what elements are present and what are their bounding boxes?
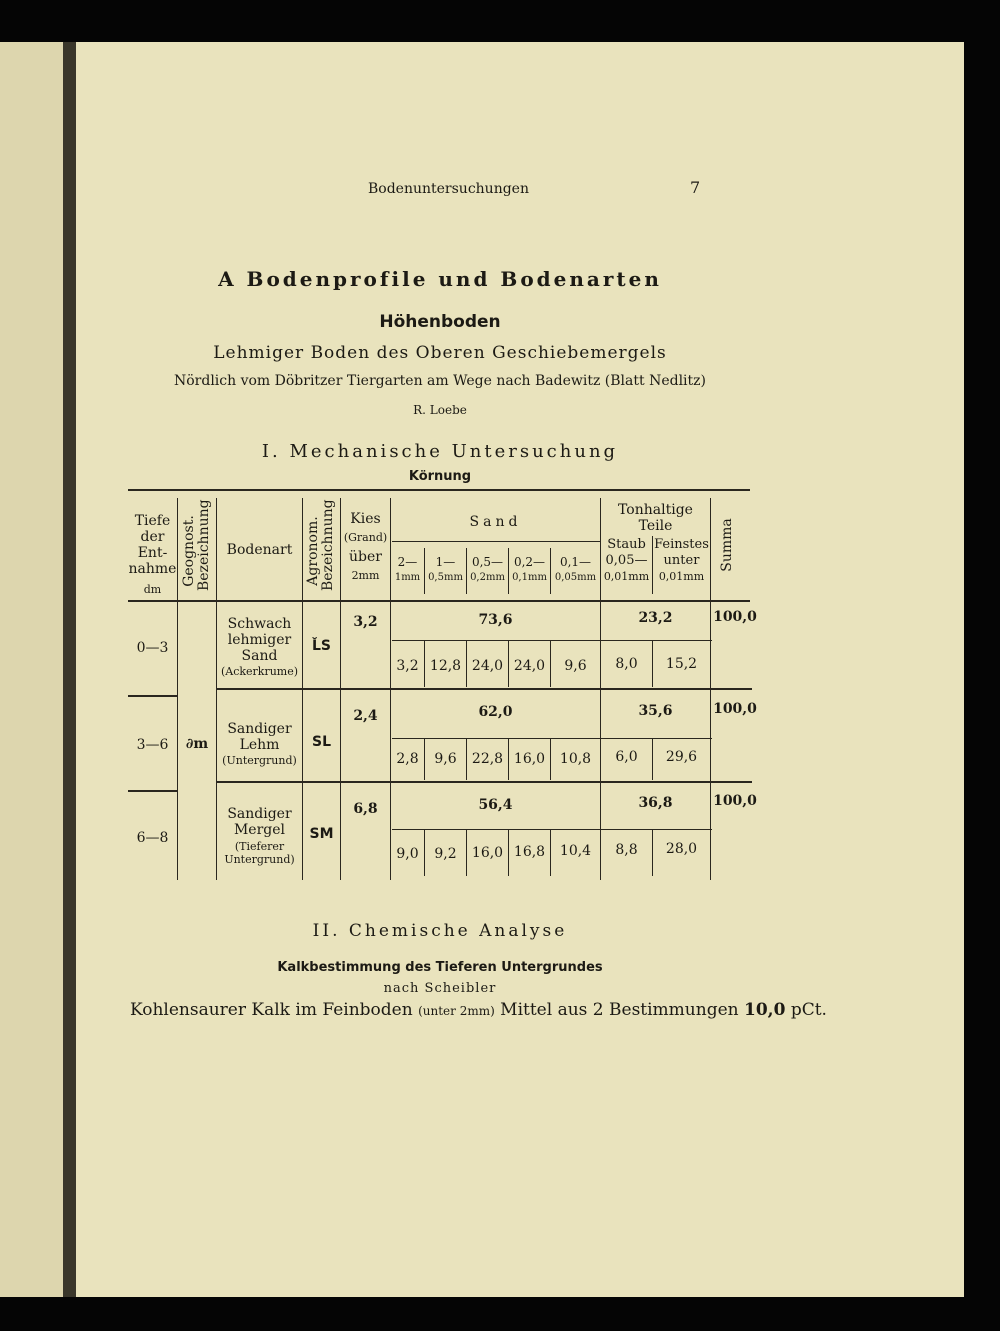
result-value: 10,0 <box>744 1000 786 1020</box>
header-kies: Kies (Grand) über 2mm <box>343 511 388 582</box>
result-paren: (unter 2mm) <box>418 1004 495 1018</box>
depth-cell: 3—6 <box>136 737 169 753</box>
header-bottom-rule <box>128 600 750 602</box>
row2-bottom-rule-b <box>216 781 752 783</box>
col-rule <box>302 498 303 880</box>
bodenart-cell: Sandiger Lehm (Untergrund) <box>222 721 297 767</box>
summa-cell: 100,0 <box>713 701 757 717</box>
header-sand-fraction: 1— 0,5mm <box>428 555 463 583</box>
soil-type: Lehmiger Boden des Oberen Geschiebemergels <box>213 343 667 363</box>
depth-cell: 6—8 <box>136 830 169 846</box>
result-unit: pCt. <box>790 1000 827 1020</box>
header-depth-unit: dm <box>143 583 162 596</box>
kies-cell: 3,2 <box>353 614 378 630</box>
sand-value-cell: 24,0 <box>513 658 546 674</box>
sand-value-cell: 10,8 <box>559 751 592 767</box>
col-rule <box>710 498 711 880</box>
sand-value-cell: 12,8 <box>429 658 462 674</box>
header-feinstes: Feinstes unter 0,01mm <box>654 537 709 583</box>
ton-total-cell: 23,2 <box>638 610 673 626</box>
staub-cell: 8,0 <box>615 656 638 672</box>
header-sand-fraction: 2— 1mm <box>394 555 421 583</box>
location: Nördlich vom Döbritzer Tiergarten am Wege nach Badewitz (Blatt Nedlitz) <box>173 373 706 389</box>
sand-total-cell: 73,6 <box>478 612 513 628</box>
header-ton: Tonhaltige Teile <box>618 502 693 534</box>
ton-total-cell: 35,6 <box>638 703 673 719</box>
depth-cell: 0—3 <box>136 640 169 656</box>
main-title: A Bodenprofile und Bodenarten <box>218 267 662 291</box>
sand-value-cell: 24,0 <box>471 658 504 674</box>
row2-mid-rule <box>392 738 712 739</box>
sand-total-cell: 56,4 <box>478 797 513 813</box>
agronom-cell: L̆S <box>311 638 331 654</box>
sand-value-cell: 9,6 <box>564 658 587 674</box>
staub-cell: 6,0 <box>615 749 638 765</box>
header-depth: Tiefe der Ent- nahme <box>128 513 177 577</box>
header-bodenart: Bodenart <box>226 542 293 558</box>
geognost-value: ∂m <box>185 736 209 752</box>
section2-subtitle: Kalkbestimmung des Tieferen Untergrundes <box>277 960 603 975</box>
kies-cell: 2,4 <box>353 708 378 724</box>
agronom-cell: SM <box>309 826 334 842</box>
kalk-result <box>130 1000 827 1020</box>
col-rule <box>177 498 178 880</box>
sand-value-cell: 22,8 <box>471 751 504 767</box>
bodenart-cell: Sandiger Mergel (Tieferer Untergrund) <box>224 806 295 866</box>
sand-value-cell: 3,2 <box>396 658 419 674</box>
agronom-cell: SL <box>311 734 331 750</box>
page-number: 7 <box>690 178 701 197</box>
section2-title: II. Chemische Analyse <box>312 921 568 941</box>
result-middle: Mittel aus 2 Bestimmungen <box>500 1000 739 1020</box>
header-sand-fraction: 0,1— 0,05mm <box>554 555 597 583</box>
running-title: Bodenuntersuchungen <box>368 181 529 197</box>
row3-mid-rule <box>392 829 712 830</box>
author: R. Loebe <box>413 403 467 417</box>
sand-value-cell: 2,8 <box>396 751 419 767</box>
sand-value-cell: 9,6 <box>434 751 457 767</box>
header-sand: Sand <box>469 514 522 530</box>
sand-value-cell: 16,0 <box>471 845 504 861</box>
header-staub: Staub 0,05— 0,01mm <box>603 537 650 583</box>
result-prefix: Kohlensaurer Kalk im Feinboden <box>130 1000 413 1020</box>
sand-value-cell: 9,0 <box>396 846 419 862</box>
summa-cell: 100,0 <box>713 793 757 809</box>
header-sand-fraction: 0,5— 0,2mm <box>470 555 505 583</box>
row1-bottom-rule-a <box>128 695 178 697</box>
sand-value-cell: 10,4 <box>559 843 592 859</box>
header-sand-fraction: 0,2— 0,1mm <box>512 555 547 583</box>
row1-bottom-rule-b <box>216 688 752 690</box>
header-agronom: Agronom. Bezeichnung <box>305 499 336 591</box>
table-top-rule <box>128 489 750 491</box>
book-gutter <box>63 42 76 1297</box>
section1-title: I. Mechanische Untersuchung <box>261 441 619 462</box>
sand-sub-rule <box>392 541 600 542</box>
kies-cell: 6,8 <box>353 801 378 817</box>
ton-total-cell: 36,8 <box>638 795 673 811</box>
feinstes-cell: 28,0 <box>665 841 698 857</box>
section1-subtitle: Körnung <box>408 469 472 484</box>
sand-value-cell: 16,8 <box>513 844 546 860</box>
sand-value-cell: 16,0 <box>513 751 546 767</box>
sand-total-cell: 62,0 <box>478 704 513 720</box>
feinstes-cell: 29,6 <box>665 749 698 765</box>
staub-cell: 8,8 <box>615 842 638 858</box>
sand-value-cell: 9,2 <box>434 846 457 862</box>
row1-mid-rule <box>392 640 712 641</box>
summa-cell: 100,0 <box>713 609 757 625</box>
header-geognost: Geognost. Bezeichnung <box>181 499 212 591</box>
feinstes-cell: 15,2 <box>665 656 698 672</box>
bodenart-cell: Schwach lehmiger Sand (Ackerkrume) <box>220 616 299 678</box>
left-page-edge <box>0 42 63 1297</box>
row2-bottom-rule-a <box>128 790 178 792</box>
subtitle: Höhenboden <box>379 312 501 332</box>
header-summa: Summa <box>719 518 735 572</box>
section2-method: nach Scheibler <box>383 981 497 996</box>
